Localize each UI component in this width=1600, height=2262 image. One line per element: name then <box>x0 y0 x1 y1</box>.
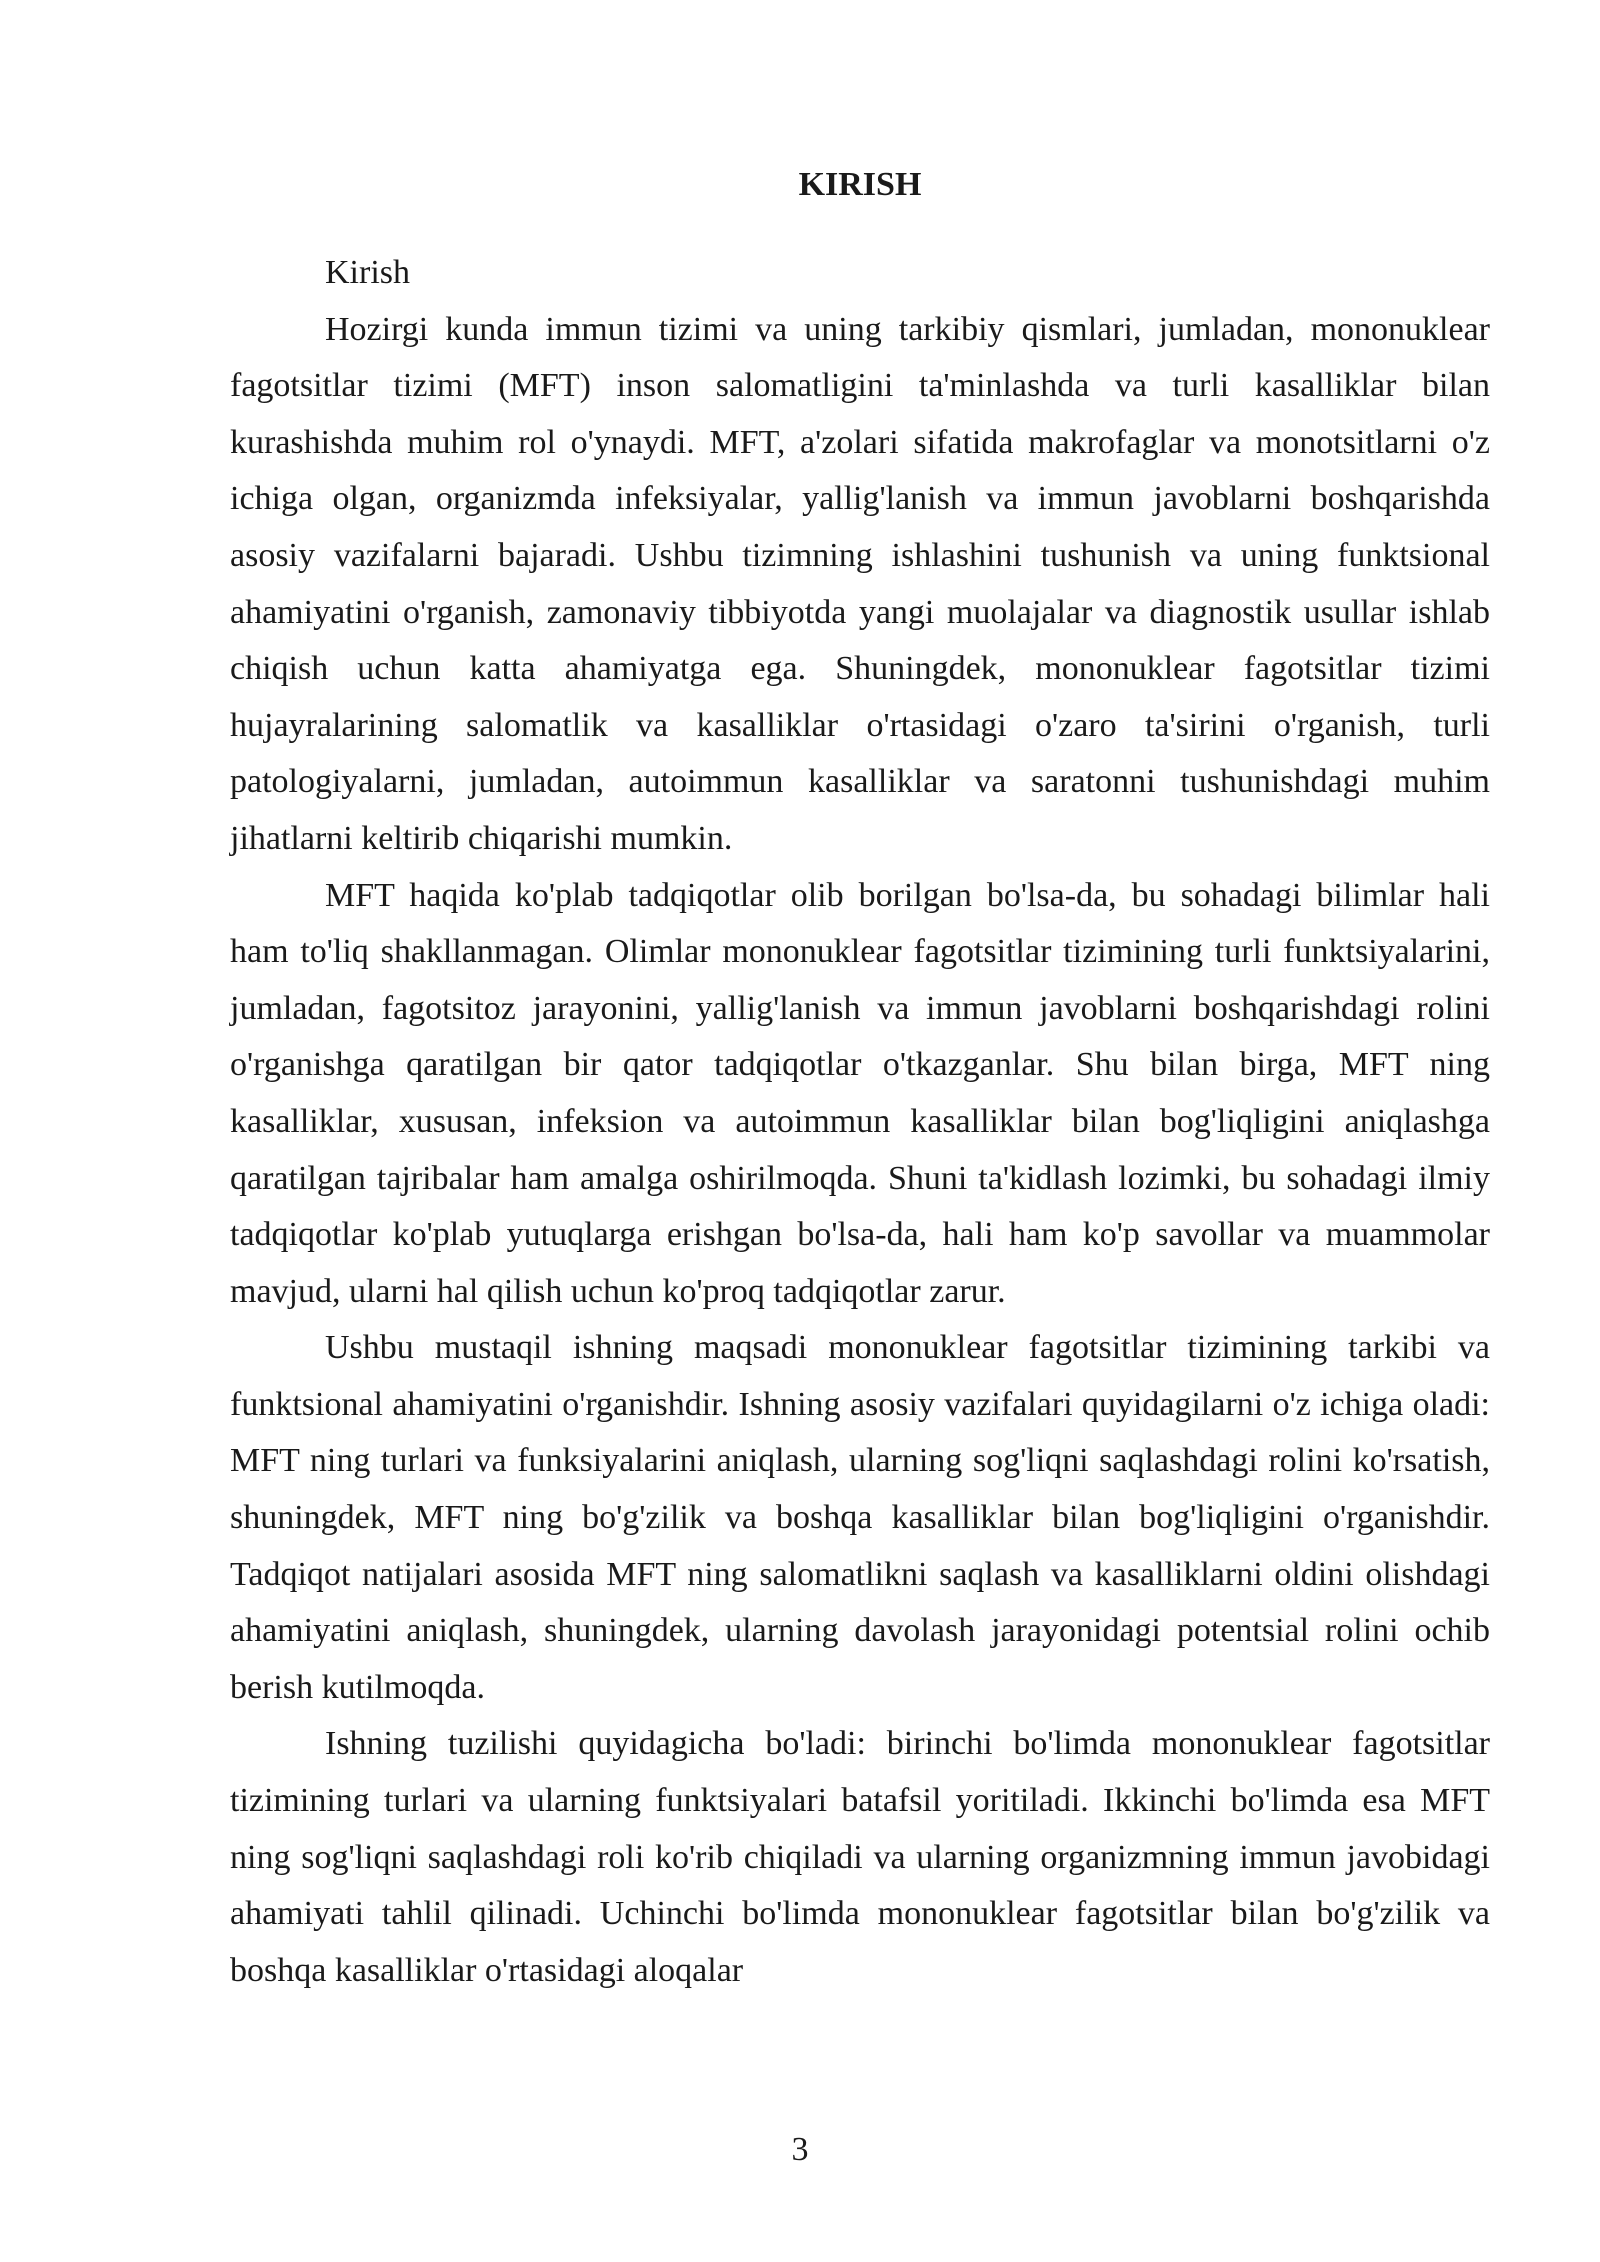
section-subheading: Kirish <box>325 254 410 291</box>
page-number: 3 <box>791 2131 809 2168</box>
paragraph-2: MFT haqida ko'plab tadqiqotlar olib borilgan bo'lsa-da, bu sohadagi bilimlar hali ham to'liq shakllanmagan. Olimlar mononuklear fagotsitlar tizimining turli funktsiyalarini, jumladan, fagotsitoz jarayonini, yallig'lanish va immun javoblarni boshqarishdagi rolini o'rganishga qaratilgan bir qator tadqiqotlar o'tkazganlar. Shu bilan birga, MFT ning kasalliklar, xususan, infeksion va autoimmun kasalliklar bilan bog'liqligini aniqlashga qaratilgan tajribalar ham amalga oshirilmoqda. Shuni ta'kidlash lozimki, bu sohadagi ilmiy tadqiqotlar ko'plab yutuqlarga erishgan bo'lsa-da, hali ham ko'p savollar va muammolar mavjud, ularni hal qilish uchun ko'proq tadqiqotlar zarur. <box>230 876 1490 1310</box>
paragraph-4: Ishning tuzilishi quyidagicha bo'ladi: birinchi bo'limda mononuklear fagotsitlar tizimining turlari va ularning funktsiyalari batafsil yoritiladi. Ikkinchi bo'limda esa MFT ning sog'liqni saqlashdagi roli ko'rib chiqiladi va ularning organizmning immun javobidagi ahamiyati tahlil qilinadi. Uchinchi bo'limda mononuklear fagotsitlar bilan bo'g'zilik va boshqa kasalliklar o'rtasidagi aloqalar <box>230 1725 1490 1989</box>
document-page <box>230 165 1490 1999</box>
section-heading: KIRISH <box>798 166 922 203</box>
paragraph-3: Ushbu mustaqil ishning maqsadi mononuklear fagotsitlar tizimining tarkibi va funktsional ahamiyatini o'rganishdir. Ishning asosiy vazifalari quyidagilarni o'z ichiga oladi: MFT ning turlari va funksiyalarini aniqlash, ularning sog'liqni saqlashdagi rolini ko'rsatish, shuningdek, MFT ning bo'g'zilik va boshqa kasalliklar bilan bog'liqligini o'rganishdir. Tadqiqot natijalari asosida MFT ning salomatlikni saqlash va kasalliklarni oldini olishdagi ahamiyatini aniqlash, shuningdek, ularning davolash jarayonidagi potentsial rolini ochib berish kutilmoqda. <box>230 1329 1490 1706</box>
paragraph-1: Hozirgi kunda immun tizimi va uning tarkibiy qismlari, jumladan, mononuklear fagotsitlar tizimi (MFT) inson salomatligini ta'minlashda va turli kasalliklar bilan kurashishda muhim rol o'ynaydi. MFT, a'zolari sifatida makrofaglar va monotsitlarni o'z ichiga olgan, organizmda infeksiyalar, yallig'lanish va immun javoblarni boshqarishda asosiy vazifalarni bajaradi. Ushbu tizimning ishlashini tushunish va uning funktsional ahamiyatini o'rganish, zamonaviy tibbiyotda yangi muolajalar va diagnostik usullar ishlab chiqish uchun katta ahamiyatga ega. Shuningdek, mononuklear fagotsitlar tizimi hujayralarining salomatlik va kasalliklar o'rtasidagi o'zaro ta'sirini o'rganish, turli patologiyalarni, jumladan, autoimmun kasalliklar va saratonni tushunishdagi muhim jihatlarni keltirib chiqarishi mumkin. <box>230 310 1490 857</box>
